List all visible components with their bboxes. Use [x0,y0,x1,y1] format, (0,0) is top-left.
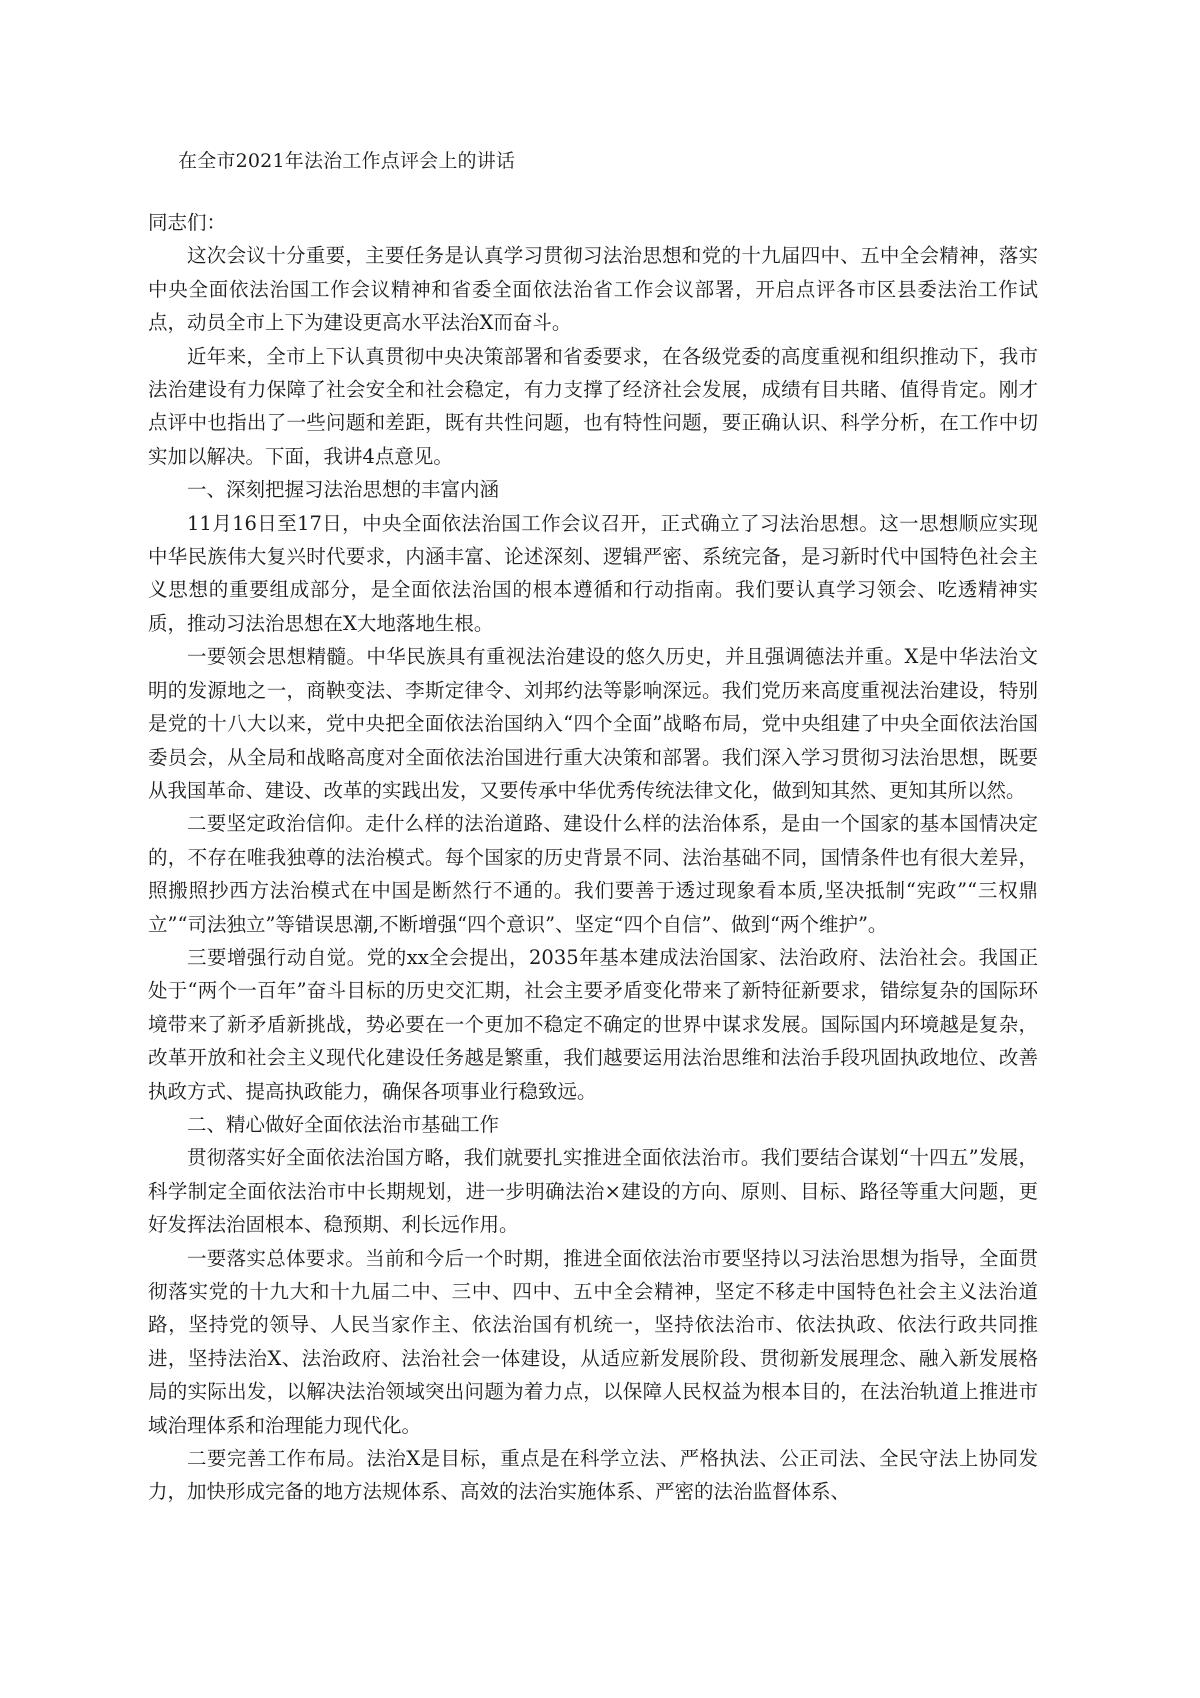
paragraph: 三要增强行动自觉。党的xx全会提出，2035年基本建成法治国家、法治政府、法治社会。我国正处于“两个一百年”奋斗目标的历史交汇期，社会主要矛盾变化带来了新特征新要求，错综复杂的国际环境带来了新矛盾新挑战，势必要在一个更加不稳定不确定的世界中谋求发展。国际国内环境越是复杂，改革开放和社会主义现代化建设任务越是繁重，我们越要运用法治思维和法治手段巩固执政地位、改善执政方式、提高执政能力，确保各项事业行稳致远。 [148,945,1038,1103]
document-body [148,206,1038,1509]
salutation: 同志们： [148,211,227,234]
paragraph: 二要完善工作布局。法治X是目标，重点是在科学立法、严格执法、公正司法、全民守法上协同发力，加快形成完备的地方法规体系、高效的法治实施体系、严密的法治监督体系、 [148,1447,1038,1504]
paragraph: 近年来，全市上下认真贯彻中央决策部署和省委要求，在各级党委的高度重视和组织推动下，我市法治建设有力保障了社会安全和社会稳定，有力支撑了经济社会发展，成绩有目共睹、值得肯定。刚才点评中也指出了一些问题和差距，既有共性问题，也有特性问题，要正确认识、科学分析，在工作中切实加以解决。下面，我讲4点意见。 [148,344,1038,468]
paragraph: 二要坚定政治信仰。走什么样的法治道路、建设什么样的法治体系，是由一个国家的基本国情决定的，不存在唯我独尊的法治模式。每个国家的历史背景不同、法治基础不同，国情条件也有很大差异，照搬照抄西方法治模式在中国是断然行不通的。我们要善于透过现象看本质,坚决抵制“宪政”“三权鼎立”“司法独立”等错误思潮,不断增强“四个意识”、坚定“四个自信”、做到“两个维护”。 [148,812,1038,936]
section-heading: 一、深刻把握习法治思想的丰富内涵 [187,478,500,502]
paragraph: 这次会议十分重要，主要任务是认真学习贯彻习法治思想和党的十九届四中、五中全会精神，落实中央全面依法治国工作会议精神和省委全面依法治省工作会议部署，开启点评各市区县委法治工作试点，动员全市上下为建设更高水平法治X而奋斗。 [148,244,1038,335]
document-title: 在全市2021年法治工作点评会上的讲话 [178,150,516,172]
section-heading: 二、精心做好全面依法治市基础工作 [187,1112,500,1136]
paragraph: 11月16日至17日，中央全面依法治国工作会议召开，正式确立了习法治思想。这一思想顺应实现中华民族伟大复兴时代要求，内涵丰富、论述深刻、逻辑严密、系统完备，是习新时代中国特色社会主义思想的重要组成部分，是全面依法治国的根本遵循和行动指南。我们要认真学习领会、吃透精神实质，推动习法治思想在X大地落地生根。 [148,511,1038,635]
paragraph: 一要落实总体要求。当前和今后一个时期，推进全面依法治市要坚持以习法治思想为指导，全面贯彻落实党的十九大和十九届二中、三中、四中、五中全会精神，坚定不移走中国特色社会主义法治道路，坚持党的领导、人民当家作主、依法治国有机统一，坚持依法治市、依法执政、依法行政共同推进，坚持法治X、法治政府、法治社会一体建设，从适应新发展阶段、贯彻新发展理念、融入新发展格局的实际出发，以解决法治领域突出问题为着力点，以保障人民权益为根本目的，在法治轨道上推进市域治理体系和治理能力现代化。 [148,1246,1038,1437]
paragraph: 一要领会思想精髓。中华民族具有重视法治建设的悠久历史，并且强调德法并重。X是中华法治文明的发源地之一，商鞅变法、李斯定律令、刘邦约法等影响深远。我们党历来高度重视法治建设，特别是党的十八大以来，党中央把全面依法治国纳入“四个全面”战略布局，党中央组建了中央全面依法治国委员会，从全局和战略高度对全面依法治国进行重大决策和部署。我们深入学习贯彻习法治思想，既要从我国革命、建设、改革的实践出发，又要传承中华优秀传统法律文化，做到知其然、更知其所以然。 [148,645,1038,802]
paragraph: 贯彻落实好全面依法治国方略，我们就要扎实推进全面依法治市。我们要结合谋划“十四五”发展，科学制定全面依法治市中长期规划，进一步明确法治×建设的方向、原则、目标、路径等重大问题，更好发挥法治固根本、稳预期、利长远作用。 [148,1146,1038,1237]
